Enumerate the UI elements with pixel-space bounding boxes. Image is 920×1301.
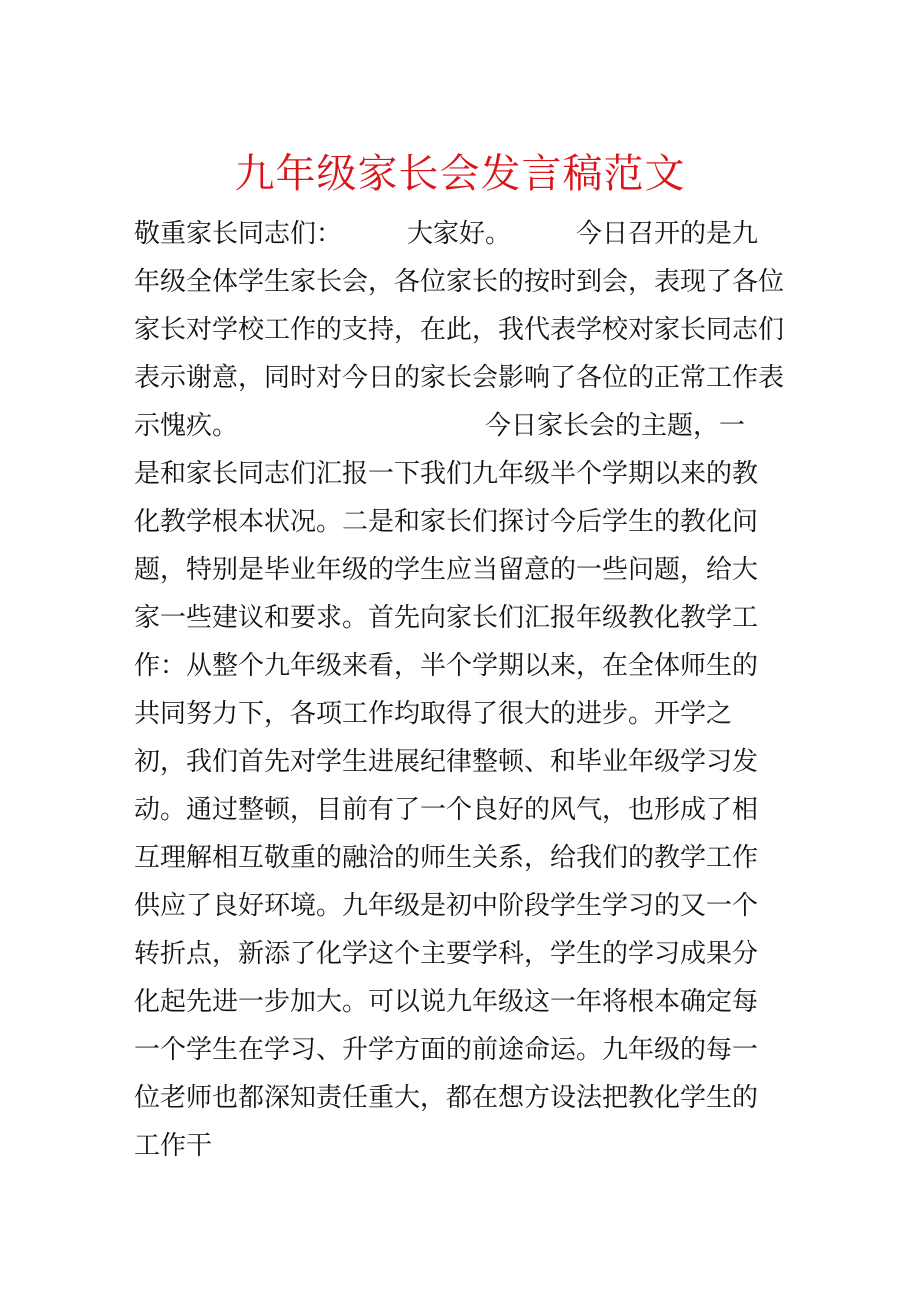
body-line: 初，我们首先对学生进展纪律整顿、和毕业年级学习发 xyxy=(134,747,759,777)
document-body xyxy=(134,210,794,1170)
body-line: 示愧疚。 今日家长会的主题，一 xyxy=(134,411,746,441)
document-title: 九年级家长会发言稿范文 xyxy=(234,151,686,197)
body-line: 作：从整个九年级来看，半个学期以来，在全体师生的 xyxy=(134,651,759,681)
body-line: 年级全体学生家长会，各位家长的按时到会，表现了各位 xyxy=(134,267,785,297)
body-line: 动。通过整顿，目前有了一个良好的风气，也形成了相 xyxy=(134,795,759,825)
body-line: 化教学根本状况。二是和家长们探讨今后学生的教化问 xyxy=(134,507,759,537)
body-line: 共同努力下，各项工作均取得了很大的进步。开学之 xyxy=(134,699,733,729)
body-line: 供应了良好环境。九年级是初中阶段学生学习的又一个 xyxy=(134,891,759,921)
body-line: 位老师也都深知责任重大，都在想方设法把教化学生的 xyxy=(134,1083,759,1113)
body-line: 题，特别是毕业年级的学生应当留意的一些问题，给大 xyxy=(134,555,759,585)
body-line: 工作干 xyxy=(134,1131,213,1161)
body-line: 家一些建议和要求。首先向家长们汇报年级教化教学工 xyxy=(134,603,759,633)
body-line: 是和家长同志们汇报一下我们九年级半个学期以来的教 xyxy=(134,459,759,489)
body-line: 化起先进一步加大。可以说九年级这一年将根本确定每 xyxy=(134,987,759,1017)
body-line: 家长对学校工作的支持，在此，我代表学校对家长同志们 xyxy=(134,315,785,345)
body-line: 一个学生在学习、升学方面的前途命运。九年级的每一 xyxy=(134,1035,759,1065)
body-line: 敬重家长同志们： 大家好。 今日召开的是九 xyxy=(134,219,759,249)
body-line: 表示谢意，同时对今日的家长会影响了各位的正常工作表 xyxy=(134,363,785,393)
body-line: 互理解相互敬重的融洽的师生关系，给我们的教学工作 xyxy=(134,843,759,873)
body-line: 转折点，新添了化学这个主要学科，学生的学习成果分 xyxy=(134,939,759,969)
